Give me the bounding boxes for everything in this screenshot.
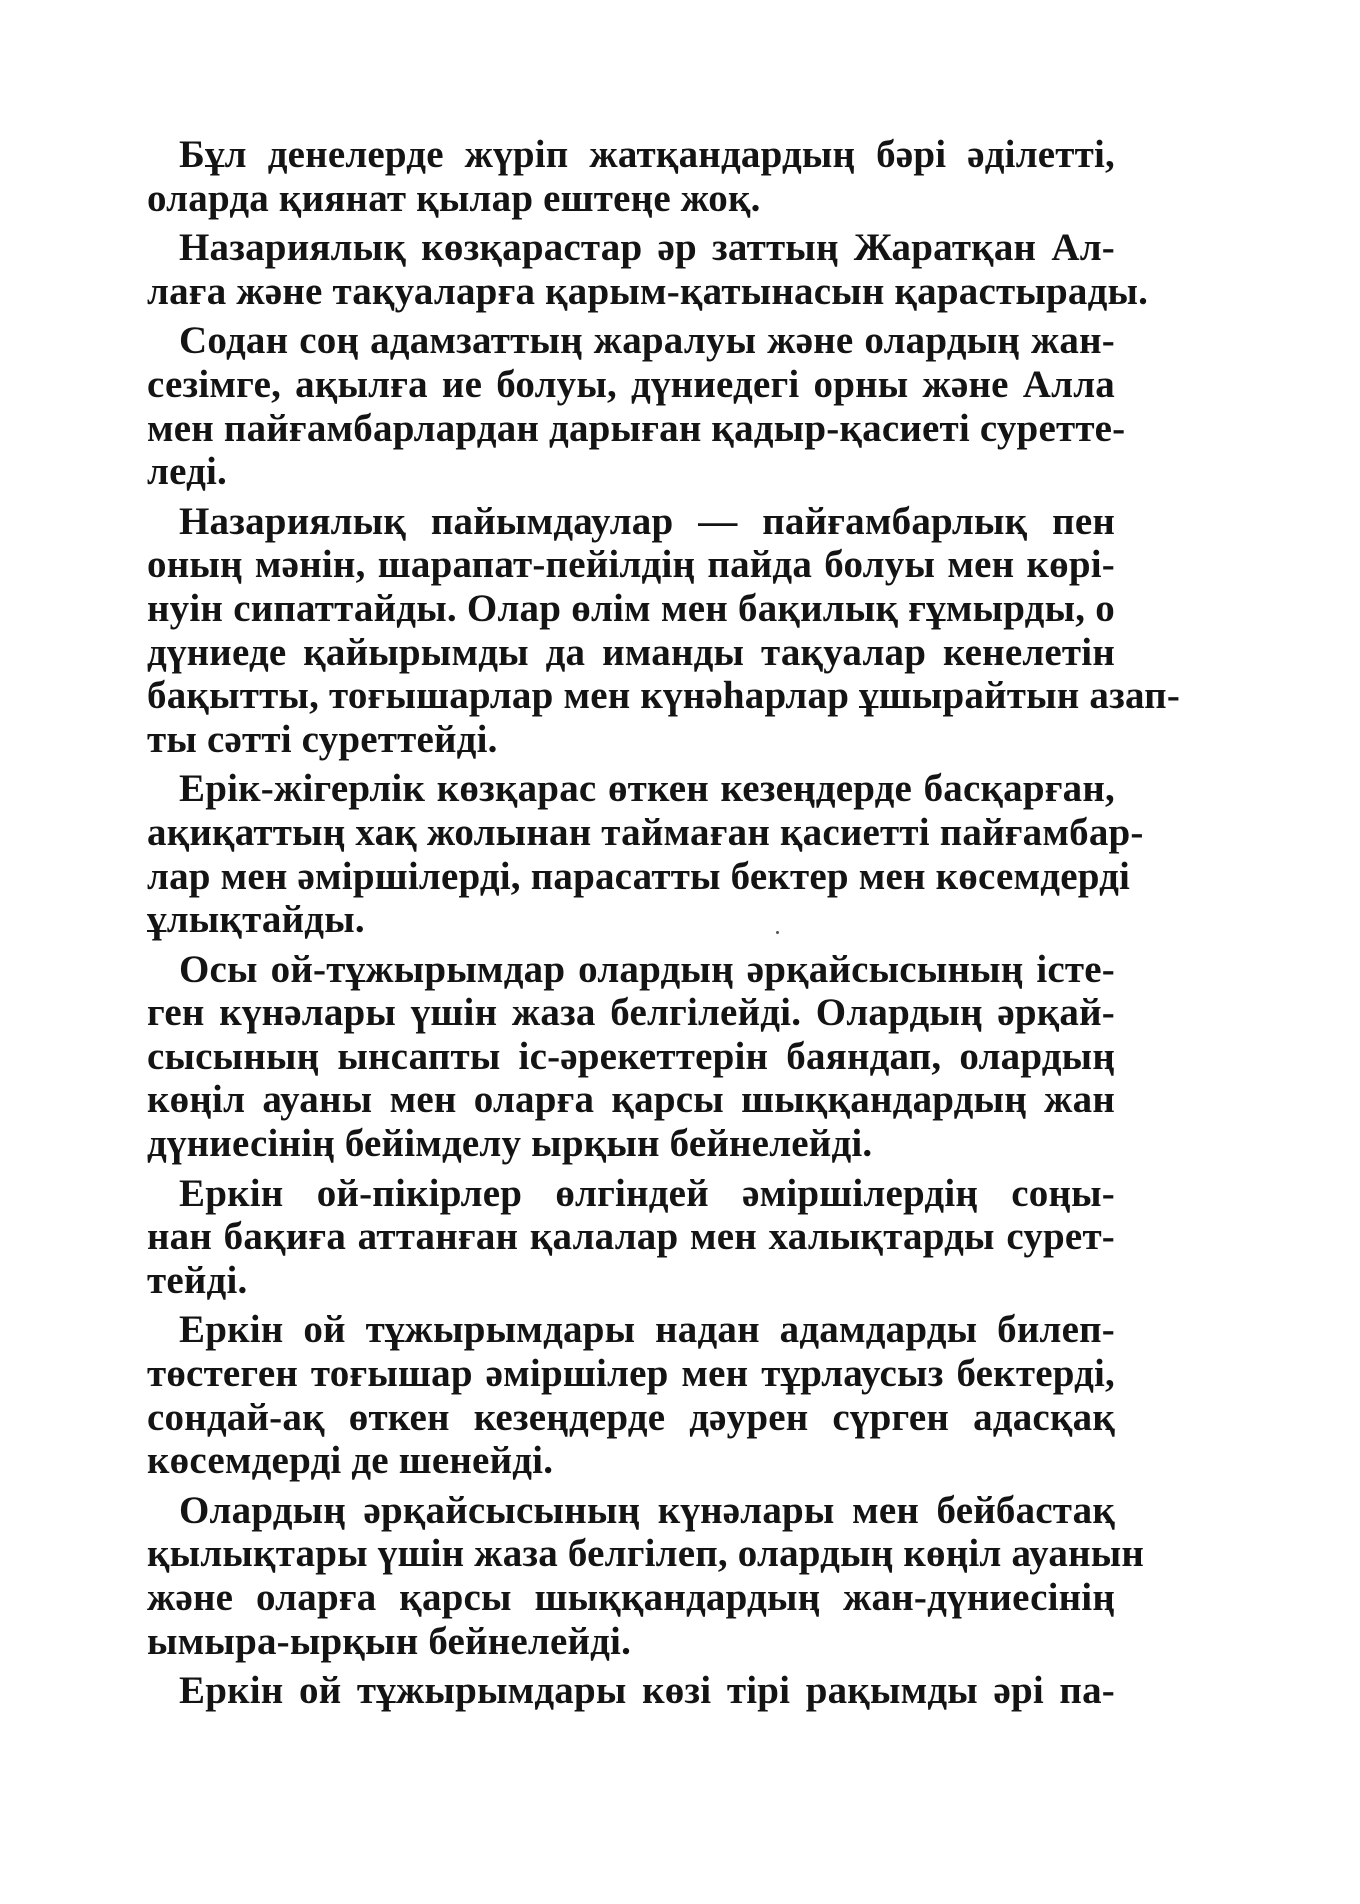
paragraph-line: Еркін ой тұжырымдары надан адамдарды билеп-: [179, 1308, 1115, 1352]
paragraph-line: сезімге, ақылға ие болуы, дүниедегі орны және Алла: [147, 362, 1115, 406]
paragraph-10: [147, 1669, 1115, 1713]
paragraph-line: оның мәнін, шарапат-пейілдің пайда болуы мен көрі-: [147, 543, 1115, 587]
paragraph-line: мен пайғамбарлардан дарыған қадыр-қасиеті суретте-: [147, 406, 1126, 450]
paragraph-line: Содан соң адамзаттың жаралуы және олардың жан-: [179, 319, 1115, 363]
paragraph-line: ымыра-ырқын бейнелейді.: [147, 1619, 632, 1663]
paragraph-line: ген күнәлары үшін жаза белгілейді. Олардың әрқай-: [147, 991, 1115, 1035]
paragraph-line: тейді.: [147, 1258, 248, 1302]
paragraph-line: Бұл денелерде жүріп жатқандардың бәрі әділетті,: [179, 133, 1115, 176]
paragraph-line: Назариялық көзқарастар әр заттың Жаратқан Ал-: [179, 226, 1115, 270]
paragraph-line: бақытты, тоғышарлар мен күнәһарлар ұшырайтын азап-: [147, 674, 1181, 718]
paragraph-5: [147, 767, 1144, 942]
paragraph-line: Ерік-жігерлік көзқарас өткен кезеңдерде басқарған,: [179, 767, 1115, 811]
paragraph-line: оларда қиянат қылар ештеңе жоқ.: [147, 176, 761, 220]
paragraph-line: ақиқаттың хақ жолынан таймаған қасиетті пайғамбар-: [147, 810, 1144, 854]
scan-speck: [776, 931, 779, 934]
paragraph-line: лаға және тақуаларға қарым-қатынасын қарастырады.: [147, 269, 1149, 313]
paragraph-line: Олардың әрқайсысының күнәлары мен бейбастақ: [179, 1488, 1115, 1532]
paragraph-line: көсемдерді де шенейді.: [147, 1439, 554, 1483]
paragraph-line: Осы ой-тұжырымдар олардың әрқайсысының істе-: [179, 947, 1115, 991]
paragraph-9: [147, 1488, 1145, 1663]
paragraph-line: сондай-ақ өткен кезеңдерде дәурен сүрген адасқақ: [147, 1395, 1115, 1439]
paragraph-line: Еркін ой-пікірлер өлгіндей әміршілердің соңы-: [179, 1171, 1115, 1215]
paragraph-6: [147, 948, 1115, 1166]
page-body-text: [147, 133, 1181, 1713]
paragraph-3: [147, 319, 1126, 494]
paragraph-line: және оларға қарсы шыққандардың жан-дүниесінің: [147, 1576, 1115, 1619]
paragraph-1: [147, 133, 1115, 220]
paragraph-line: төстеген тоғышар әміршілер мен тұрлаусыз бектерді,: [147, 1352, 1115, 1396]
paragraph-line: Назариялық пайымдаулар — пайғамбарлық пен: [179, 499, 1115, 543]
paragraph-line: ты сәтті суреттейді.: [147, 717, 498, 761]
paragraph-8: [147, 1308, 1115, 1482]
paragraph-line: нуін сипаттайды. Олар өлім мен бақилық ғұмырды, о: [147, 586, 1115, 630]
paragraph-4: [147, 499, 1181, 762]
paragraph-line: дүниеде қайырымды да иманды тақуалар кенелетін: [147, 630, 1115, 674]
paragraph-7: [147, 1172, 1115, 1303]
paragraph-line: леді.: [147, 450, 227, 494]
paragraph-2: [147, 226, 1149, 313]
paragraph-line: көңіл ауаны мен оларға қарсы шыққандардың жан: [147, 1078, 1115, 1122]
paragraph-line: дүниесінің бейімделу ырқын бейнелейді.: [147, 1122, 873, 1166]
paragraph-line: лар мен әміршілерді, парасатты бектер мен көсемдерді: [147, 854, 1131, 898]
paragraph-line: сысының ынсапты іс-әрекеттерін баяндап, олардың: [147, 1034, 1115, 1078]
paragraph-line: Еркін ой тұжырымдары көзі тірі рақымды әрі па-: [179, 1669, 1115, 1713]
paragraph-line: ұлықтайды.: [147, 898, 365, 942]
paragraph-line: қылықтары үшін жаза белгілеп, олардың көңіл ауанын: [147, 1532, 1145, 1576]
paragraph-line: нан бақиға аттанған қалалар мен халықтарды сурет-: [147, 1215, 1115, 1259]
